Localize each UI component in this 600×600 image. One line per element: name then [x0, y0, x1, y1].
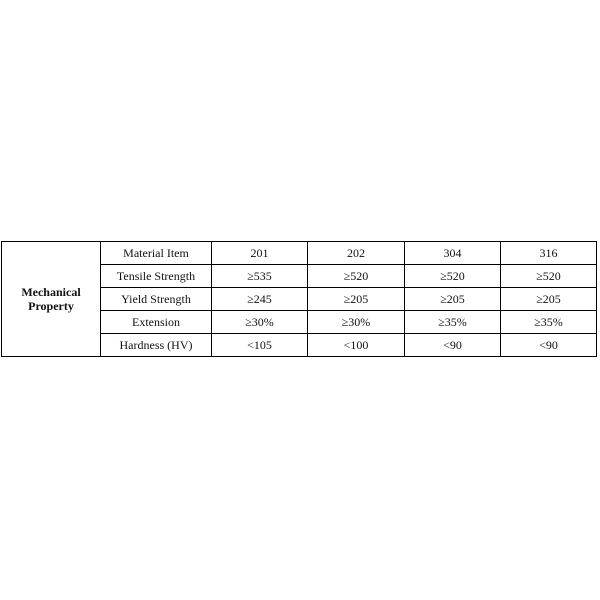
table-cell: ≥245 [212, 288, 308, 311]
grade-header-304: 304 [405, 242, 501, 265]
table-cell: ≥205 [308, 288, 405, 311]
table-cell: <105 [212, 334, 308, 357]
table-header-row [2, 242, 597, 265]
row-label-hardness: Hardness (HV) [101, 334, 212, 357]
table-cell: <90 [405, 334, 501, 357]
grade-header-201: 201 [212, 242, 308, 265]
table-cell: ≥35% [501, 311, 597, 334]
table-cell: ≥30% [212, 311, 308, 334]
table-cell: ≥520 [405, 265, 501, 288]
table-cell: ≥520 [501, 265, 597, 288]
row-label-extension: Extension [101, 311, 212, 334]
mechanical-property-table [1, 241, 597, 357]
grade-header-316: 316 [501, 242, 597, 265]
table-cell: <100 [308, 334, 405, 357]
table-cell: ≥205 [501, 288, 597, 311]
table-cell: ≥205 [405, 288, 501, 311]
grade-header-202: 202 [308, 242, 405, 265]
table-cell: ≥35% [405, 311, 501, 334]
table-cell: <90 [501, 334, 597, 357]
table-cell: ≥520 [308, 265, 405, 288]
table-cell: ≥30% [308, 311, 405, 334]
table-cell: ≥535 [212, 265, 308, 288]
group-label-line1: Mechanical [21, 285, 81, 299]
row-label-yield-strength: Yield Strength [101, 288, 212, 311]
group-label-cell [2, 242, 101, 357]
header-label-cell: Material Item [101, 242, 212, 265]
group-label-line2: Property [28, 299, 74, 313]
row-label-tensile-strength: Tensile Strength [101, 265, 212, 288]
